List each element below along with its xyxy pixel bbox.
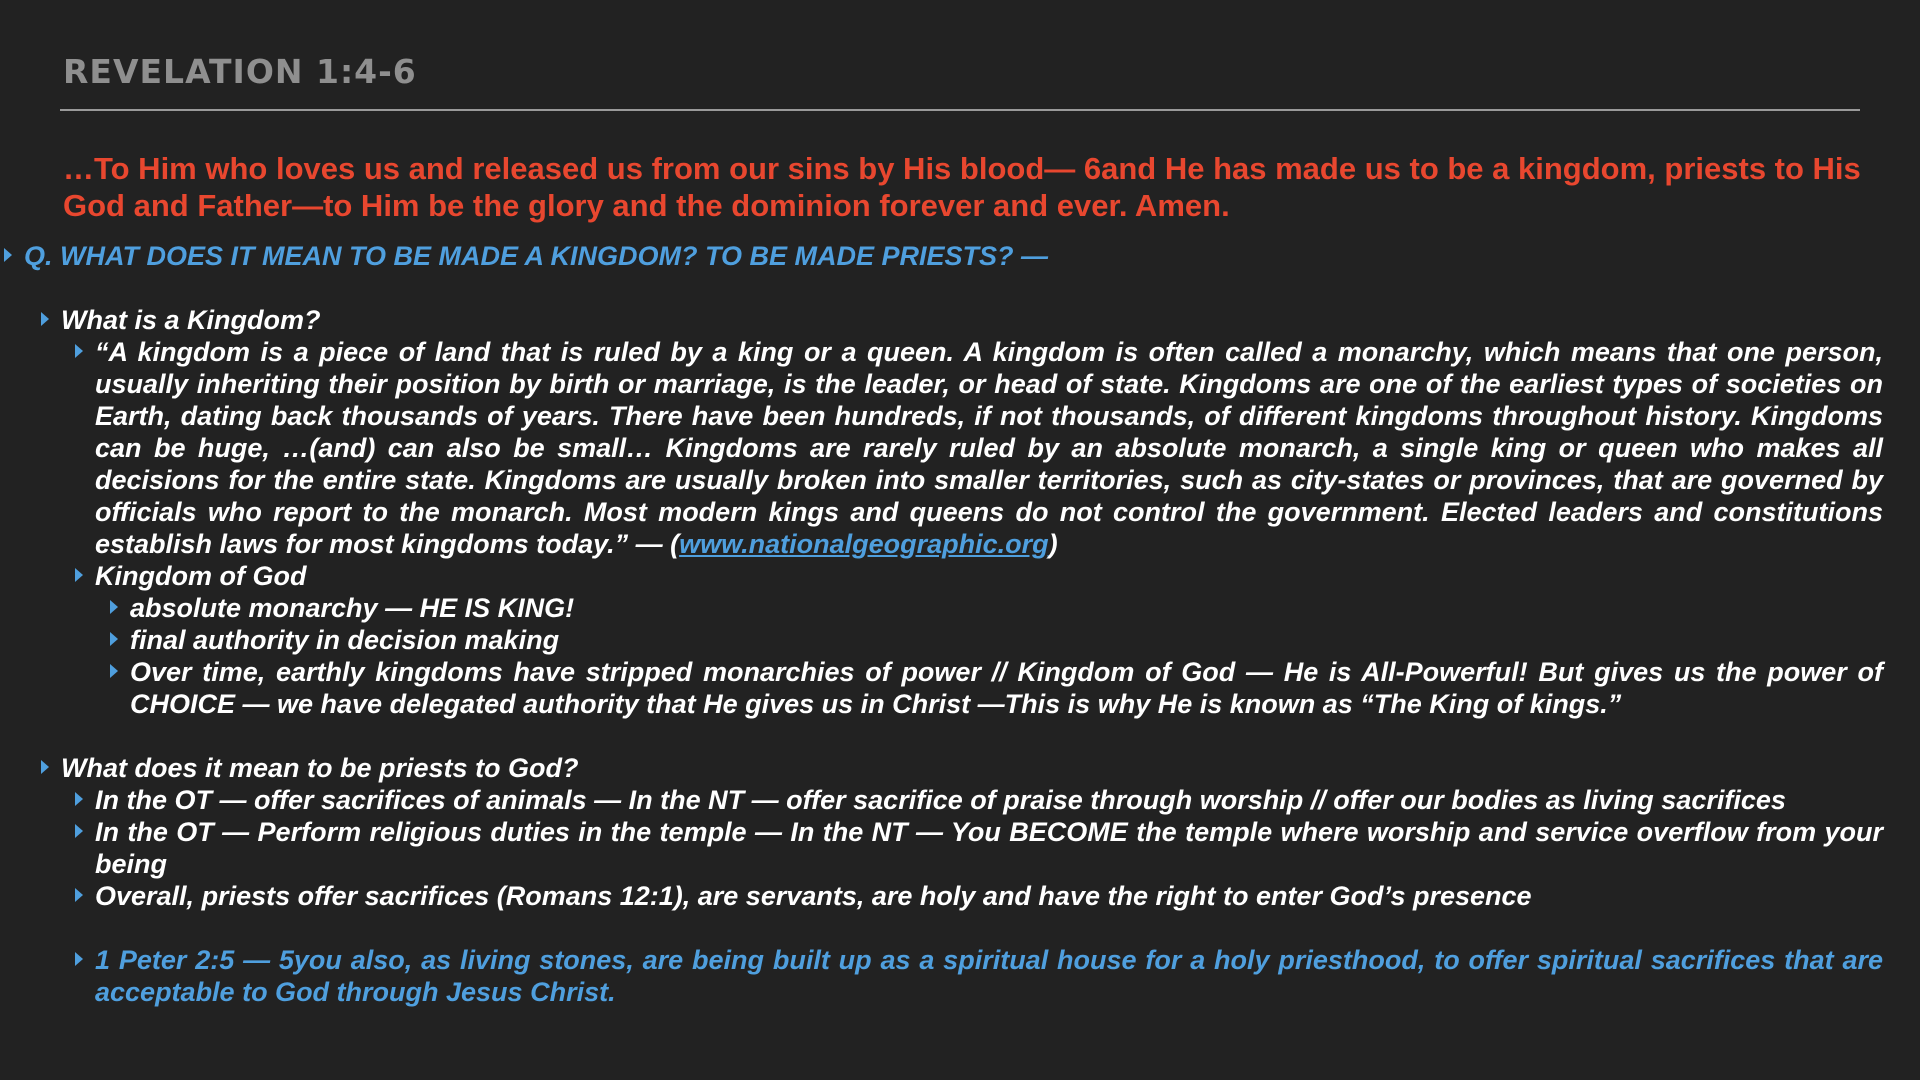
kingdom-of-god-heading: Kingdom of God bbox=[95, 561, 307, 591]
priests-point bbox=[95, 816, 1883, 880]
bullet-arrow-icon bbox=[41, 312, 49, 326]
bullet-arrow-icon bbox=[75, 824, 83, 838]
kog-point-text: final authority in decision making bbox=[130, 625, 560, 655]
kog-point-text: Over time, earthly kingdoms have stripped monarchies of power // Kingdom of God — He is All-Powerful! But gives us the power of CHOICE — we have delegated authority that He gives us in Christ —This is why He is known as “The King of kings.” bbox=[130, 657, 1883, 719]
peter-verse-item bbox=[95, 944, 1883, 1008]
bullet-arrow-icon bbox=[110, 632, 118, 646]
bullet-arrow-icon bbox=[75, 888, 83, 902]
kingdom-of-god-item bbox=[95, 560, 1883, 592]
bullet-arrow-icon bbox=[75, 792, 83, 806]
priests-point-text: Overall, priests offer sacrifices (Romans 12:1), are servants, are holy and have the right to enter God’s presence bbox=[95, 881, 1532, 911]
kingdom-heading: What is a Kingdom? bbox=[61, 305, 321, 335]
scripture-passage: …To Him who loves us and released us from our sins by His blood— 6and He has made us to be a kingdom, priests to His God and Father—to Him be the glory and the dominion forever and ever. Amen. bbox=[63, 151, 1861, 223]
bullet-arrow-icon bbox=[4, 248, 12, 262]
bullet-arrow-icon bbox=[75, 952, 83, 966]
question-text: Q. WHAT DOES IT MEAN TO BE MADE A KINGDOM? TO BE MADE PRIESTS? — bbox=[24, 241, 1049, 271]
kingdom-definition-item bbox=[95, 336, 1883, 560]
spacer bbox=[0, 912, 1920, 944]
title-divider bbox=[60, 109, 1860, 111]
spacer bbox=[0, 272, 1920, 304]
priests-heading-item bbox=[61, 752, 1883, 784]
priests-point-text: In the OT — Perform religious duties in the temple — In the NT — You BECOME the temple where worship and service overflow from your being bbox=[95, 817, 1883, 879]
bullet-arrow-icon bbox=[75, 344, 83, 358]
spacer bbox=[0, 720, 1920, 752]
kog-point bbox=[130, 656, 1883, 720]
slide-title: REVELATION 1:4-6 bbox=[63, 52, 417, 91]
question-item bbox=[24, 240, 1884, 272]
priests-point bbox=[95, 880, 1883, 912]
kog-point bbox=[130, 624, 1883, 656]
kingdom-quote: “A kingdom is a piece of land that is ruled by a king or a queen. A kingdom is often called a monarchy, which means that one person, usually inheriting their position by birth or marriage, is the leader, or head of state. Kingdoms are one of the earliest types of societies on Earth, dating back thousands of years. There have been hundreds, if not thousands, of different kingdoms throughout history. Kingdoms can be huge, …(and) can also be small… Kingdoms are rarely ruled by an absolute monarch, a single king or queen who makes all decisions for the entire state. Kingdoms are usually broken into smaller territories, such as city-states or provinces, that are governed by officials who report to the monarch. Most modern kings and queens do not control the government. Elected leaders and constitutions establish laws for most kingdoms today.” — ( bbox=[95, 337, 1883, 559]
kingdom-heading-item bbox=[61, 304, 1883, 336]
priests-point-text: In the OT — offer sacrifices of animals — In the NT — offer sacrifice of praise through worship // offer our bodies as living sacrifices bbox=[95, 785, 1786, 815]
kog-point-text: absolute monarchy — HE IS KING! bbox=[130, 593, 575, 623]
bullet-arrow-icon bbox=[110, 600, 118, 614]
priests-heading: What does it mean to be priests to God? bbox=[61, 753, 579, 783]
bullet-arrow-icon bbox=[41, 760, 49, 774]
bullet-arrow-icon bbox=[110, 664, 118, 678]
quote-close: ) bbox=[1048, 529, 1058, 559]
source-link[interactable]: www.nationalgeographic.org bbox=[679, 529, 1049, 559]
peter-verse-text: 1 Peter 2:5 — 5you also, as living stones, are being built up as a spiritual house for a holy priesthood, to offer spiritual sacrifices that are acceptable to God through Jesus Christ. bbox=[95, 945, 1883, 1007]
outline bbox=[0, 240, 1920, 1008]
kog-point bbox=[130, 592, 1883, 624]
priests-point bbox=[95, 784, 1883, 816]
bullet-arrow-icon bbox=[75, 568, 83, 582]
